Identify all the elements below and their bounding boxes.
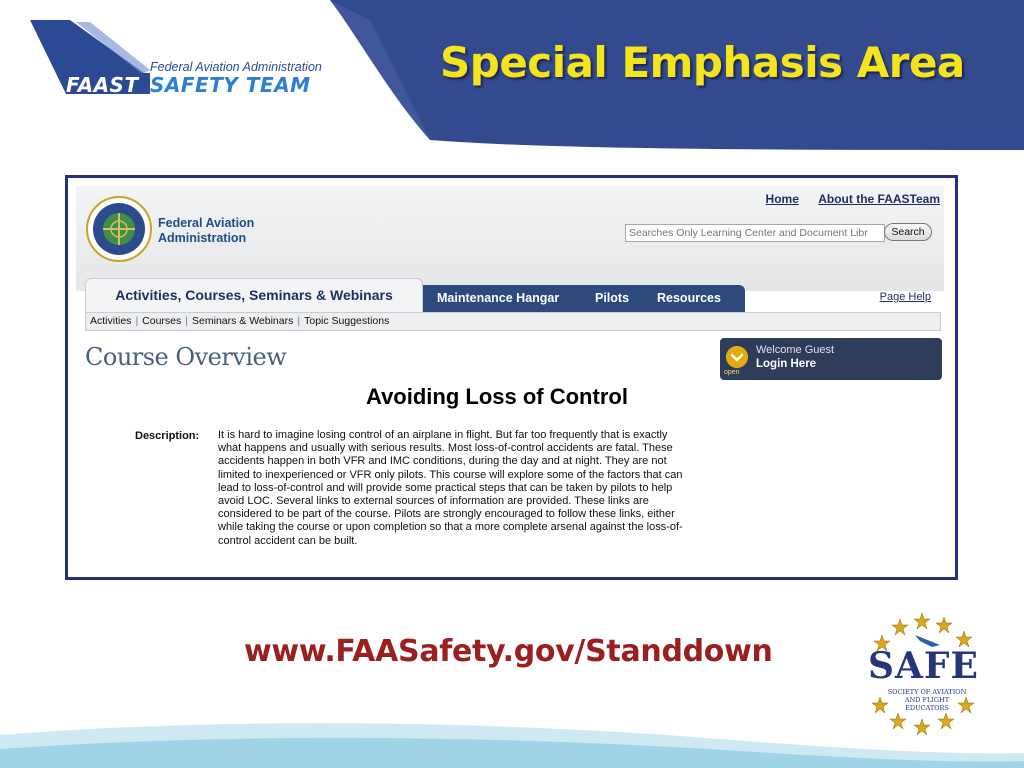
slide-title: Special Emphasis Area — [440, 38, 965, 87]
subnav-seminars-webinars[interactable]: Seminars & Webinars — [192, 315, 294, 327]
faast-org-name: Federal Aviation Administration — [150, 60, 322, 74]
agency-name-line1: Federal Aviation — [158, 216, 255, 230]
standdown-url: www.FAASafety.gov/Standdown — [244, 634, 773, 669]
sub-navigation — [85, 312, 941, 331]
website-screenshot — [65, 175, 958, 580]
safe-wordmark: SAFE — [868, 645, 979, 687]
course-title: Avoiding Loss of Control — [366, 384, 628, 409]
tab-resources[interactable]: Resources — [657, 291, 721, 305]
tab-activities-courses[interactable]: Activities, Courses, Seminars & Webinars — [85, 278, 423, 312]
footer-wave — [0, 705, 1024, 768]
subnav-topic-suggestions[interactable]: Topic Suggestions — [304, 315, 390, 327]
description-label: Description: — [135, 430, 200, 442]
open-label: open — [724, 369, 740, 376]
welcome-greeting: Welcome Guest — [756, 344, 835, 356]
home-link[interactable]: Home — [765, 192, 799, 206]
login-link[interactable]: Login Here — [756, 358, 817, 370]
course-description: It is hard to imagine losing control of an airplane in flight. But far too frequently that is exactly what happens and usually with serious results. Most loss-of-control accidents are fatal. These accidents happen in both VFR and IMC conditions, during the day and at night. They are not limited to inexperienced or VFR only pilots. This course will explore some of the factors that can lead to loss-of-control and will provide some practical steps that can be taken by pilots to help avoid LOC. Several links to external sources of information are provided. These links are considered to be part of the course. Pilots are strongly encouraged to follow these links, either while taking the course or upon completion so that a more complete arsenal against the loss-of-control accident can be built. — [218, 429, 683, 547]
tab-maintenance-hangar[interactable]: Maintenance Hangar — [437, 291, 560, 305]
safe-subtitle: SOCIETY OF AVIATION AND FLIGHT EDUCATORS — [887, 688, 967, 712]
page-help-link[interactable]: Page Help — [879, 291, 931, 303]
subnav-activities[interactable]: Activities — [90, 315, 132, 327]
tab-pilots[interactable]: Pilots — [595, 291, 630, 305]
welcome-login-box[interactable] — [720, 338, 942, 380]
agency-name — [158, 216, 254, 246]
subnav-separator: | — [135, 315, 139, 327]
faast-safety-team: SAFETY TEAM — [150, 73, 311, 97]
faast-wordmark: FAAST — [66, 73, 139, 97]
subnav-separator: | — [185, 315, 189, 327]
top-links — [750, 192, 940, 206]
agency-name-line2: Administration — [158, 231, 247, 245]
search-input[interactable] — [625, 224, 885, 242]
chevron-down-icon[interactable] — [726, 346, 748, 368]
subnav-courses[interactable]: Courses — [142, 315, 182, 327]
search-button[interactable]: Search — [884, 223, 932, 241]
subnav-separator: | — [297, 315, 301, 327]
section-heading: Course Overview — [85, 343, 287, 371]
about-faasteam-link[interactable]: About the FAASTeam — [818, 192, 940, 206]
nav-tab-bar — [423, 285, 745, 312]
faa-seal-icon — [86, 196, 152, 262]
